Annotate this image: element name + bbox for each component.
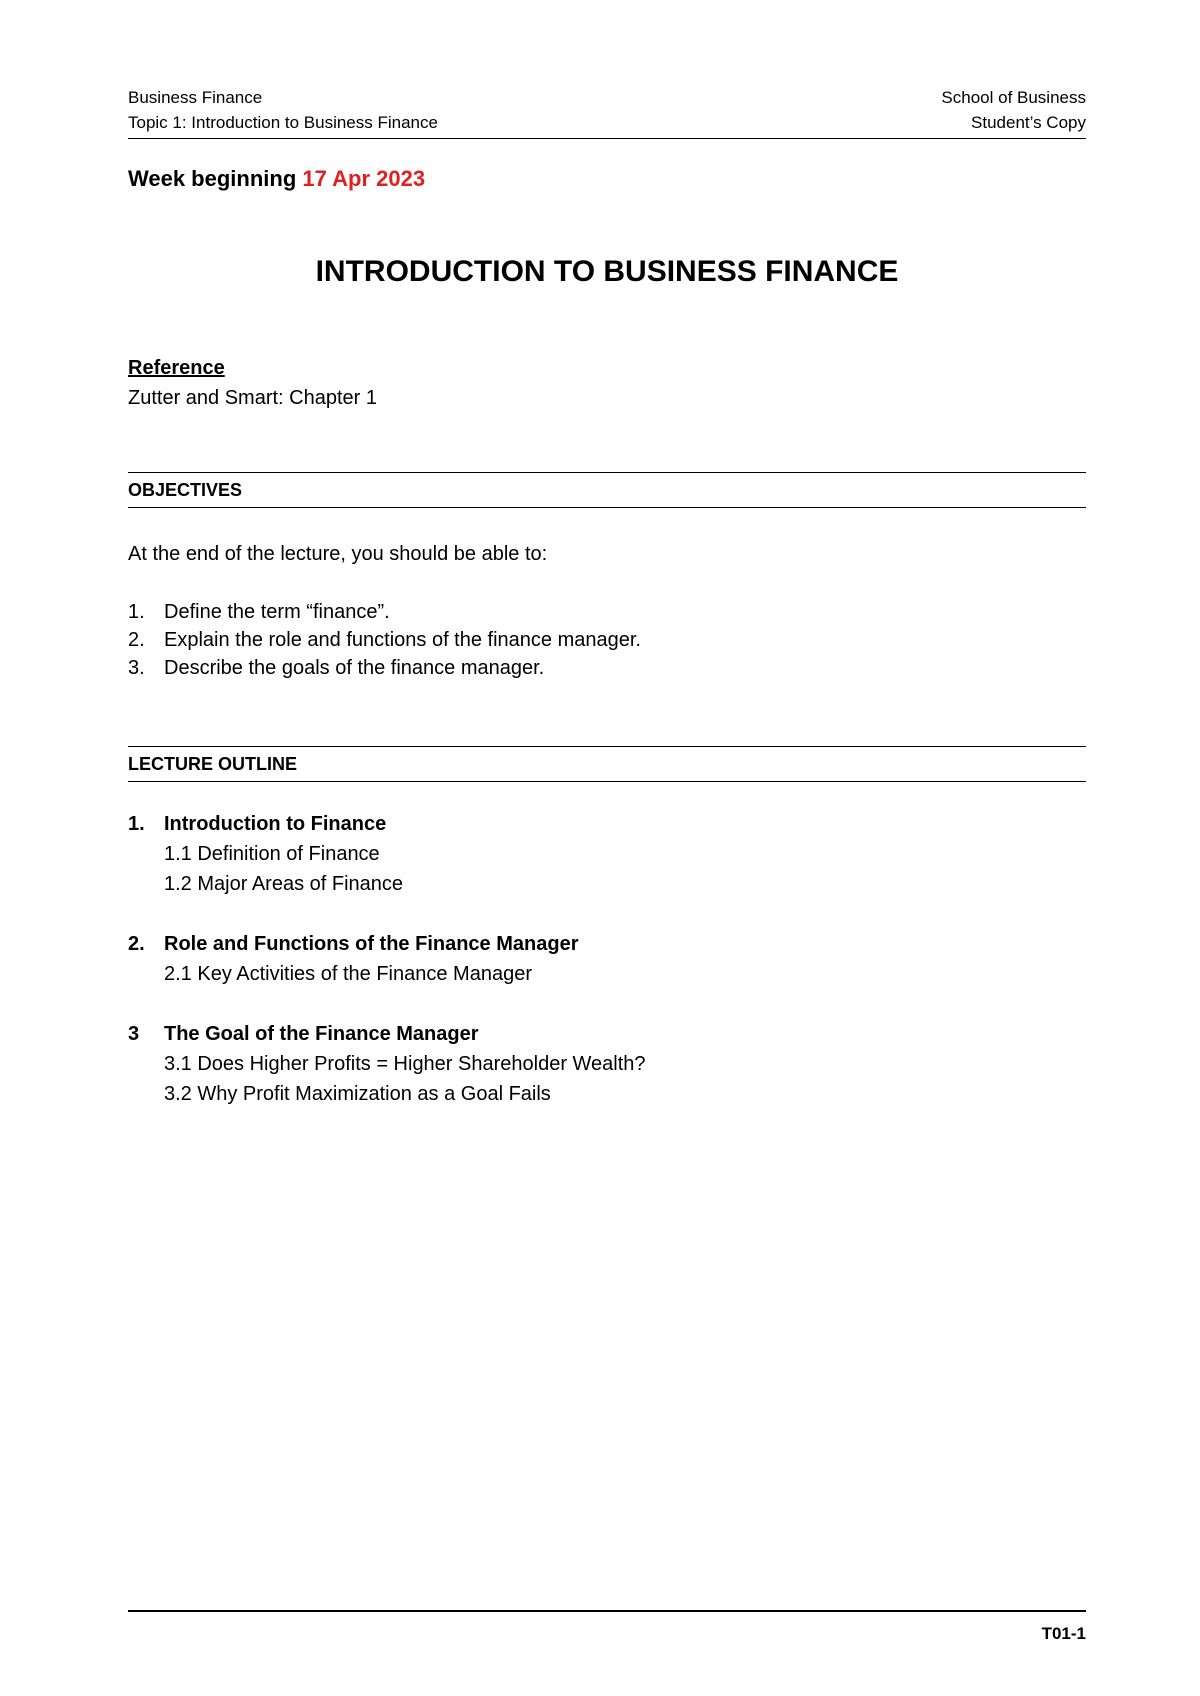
page-title: INTRODUCTION TO BUSINESS FINANCE: [315, 255, 899, 288]
objective-number: 3.: [128, 657, 145, 679]
school-name: School of Business: [941, 88, 1086, 107]
outline-section-number: 1.: [128, 813, 145, 835]
copy-label: Student’s Copy: [971, 113, 1086, 132]
lecture-outline-heading: LECTURE OUTLINE: [128, 754, 297, 774]
reference-heading: Reference: [128, 357, 225, 379]
outline-section-number: 2.: [128, 933, 145, 955]
outline-section-title: Introduction to Finance: [164, 813, 387, 835]
outline-subsection: 1.1 Definition of Finance: [164, 843, 380, 865]
outline-subsection: 2.1 Key Activities of the Finance Manager: [164, 963, 532, 985]
outline-section-title: Role and Functions of the Finance Manager: [164, 933, 579, 955]
footer-divider: [128, 1610, 1086, 1612]
week-date: 17 Apr 2023: [302, 166, 426, 191]
reference-text: Zutter and Smart: Chapter 1: [128, 387, 378, 409]
objective-number: 2.: [128, 629, 145, 651]
week-label: Week beginning: [128, 166, 303, 191]
page-number: T01-1: [1041, 1624, 1086, 1643]
course-name: Business Finance: [128, 88, 263, 107]
objective-text: Define the term “finance”.: [164, 601, 390, 623]
objective-text: Explain the role and functions of the finance manager.: [164, 629, 641, 651]
outline-section-number: 3: [128, 1023, 140, 1045]
objectives-heading: OBJECTIVES: [128, 480, 243, 500]
outline-subsection: 1.2 Major Areas of Finance: [164, 873, 404, 895]
week-line: [128, 164, 425, 194]
objectives-band: [128, 472, 1086, 508]
outline-section-title: The Goal of the Finance Manager: [164, 1023, 479, 1045]
objective-text: Describe the goals of the finance manager.: [164, 657, 545, 679]
outline-subsection: 3.2 Why Profit Maximization as a Goal Fails: [164, 1083, 551, 1105]
objective-number: 1.: [128, 601, 145, 623]
lecture-outline-band: [128, 746, 1086, 782]
objectives-intro: At the end of the lecture, you should be able to:: [128, 543, 548, 565]
topic-name: Topic 1: Introduction to Business Finance: [128, 113, 438, 132]
outline-subsection: 3.1 Does Higher Profits = Higher Shareholder Wealth?: [164, 1053, 646, 1075]
header-divider: [128, 138, 1086, 139]
